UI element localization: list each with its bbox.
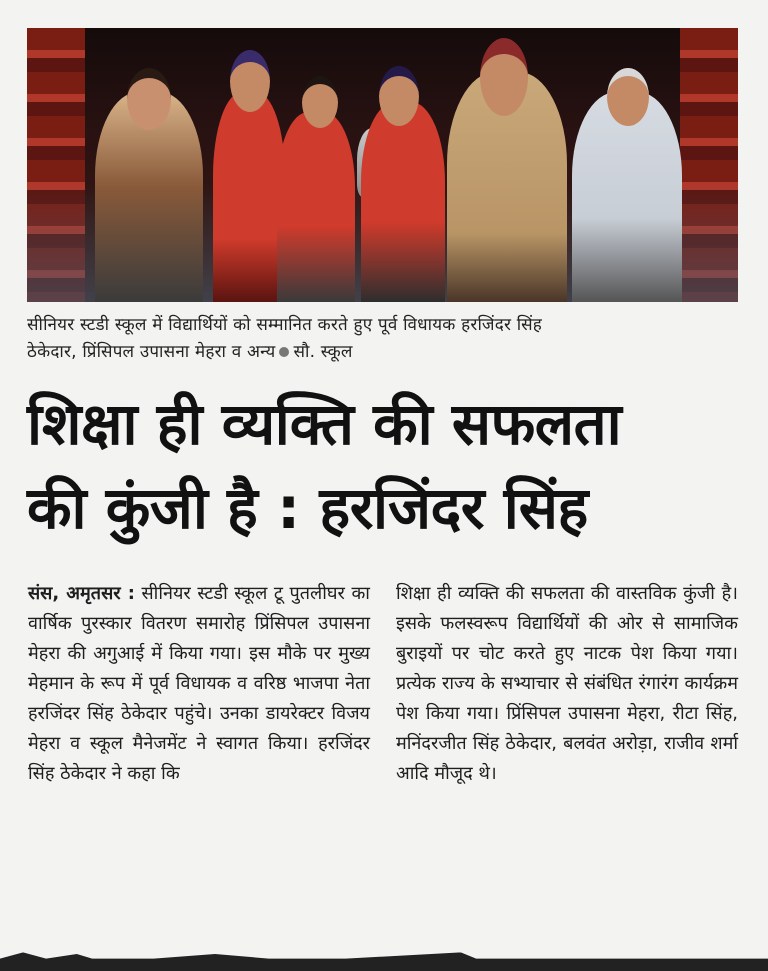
photo-credit: सौ. स्कूल	[293, 342, 353, 362]
person-student-3	[361, 102, 445, 302]
headline-line-1: शिक्षा ही व्यक्ति की सफलता	[27, 390, 622, 458]
person-student-1	[213, 92, 285, 302]
next-headline-fragment	[0, 940, 768, 971]
caption-line-1: सीनियर स्टडी स्कूल में विद्यार्थियों को सम्मानित करते हुए पूर्व विधायक हरजिंदर सिंह	[27, 315, 543, 335]
head-guest-elder	[607, 68, 649, 126]
caption-line-2-text: ठेकेदार, प्रिंसिपल उपासना मेहरा व अन्य	[27, 342, 276, 362]
news-photo	[27, 28, 738, 302]
headline	[27, 382, 738, 550]
article-text-left: सीनियर स्टडी स्कूल टू पुतलीघर का वार्षिक पुरस्कार वितरण समारोह प्रिंसिपल उपासना मेहरा की अगुआई में किया गया। इस मौके पर मुख्य मेहमान के रूप में पूर्व विधायक व वरिष्ठ भाजपा नेता हरजिंदर सिंह ठेकेदार पहुंचे। उनका डायरेक्टर विजय मेहरा व स्कूल मैनेजमेंट ने स्वागत किया। हरजिंदर सिंह ठेकेदार ने कहा कि	[28, 583, 370, 784]
person-student-2	[277, 112, 355, 302]
head-principal	[127, 68, 171, 130]
head-student-3	[379, 66, 419, 126]
bullet-icon	[279, 347, 289, 357]
head-guest-turban	[480, 38, 528, 116]
article-column-left	[28, 579, 370, 789]
article-text-right: शिक्षा ही व्यक्ति की सफलता की वास्तविक कुंजी है। इसके फलस्वरूप विद्यार्थियों की ओर से सामाजिक बुराइयों पर चोट करते हुए नाटक पेश किया गया। प्रत्येक राज्य के सभ्याचार से संबंधित रंगारंग कार्यक्रम पेश किया गया। प्रिंसिपल उपासना मेहरा, रीटा सिंह, मनिंदरजीत सिंह ठेकेदार, बलवंत अरोड़ा, राजीव शर्मा आदि मौजूद थे।	[396, 583, 738, 784]
caption-line-2	[27, 339, 738, 366]
article-column-right	[396, 579, 738, 789]
headline-line-2: की कुंजी है : हरजिंदर सिंह	[27, 474, 588, 542]
dateline: संस, अमृतसर :	[28, 583, 135, 604]
head-student-1	[230, 50, 270, 112]
photo-caption	[27, 312, 738, 366]
head-student-2	[302, 76, 338, 128]
